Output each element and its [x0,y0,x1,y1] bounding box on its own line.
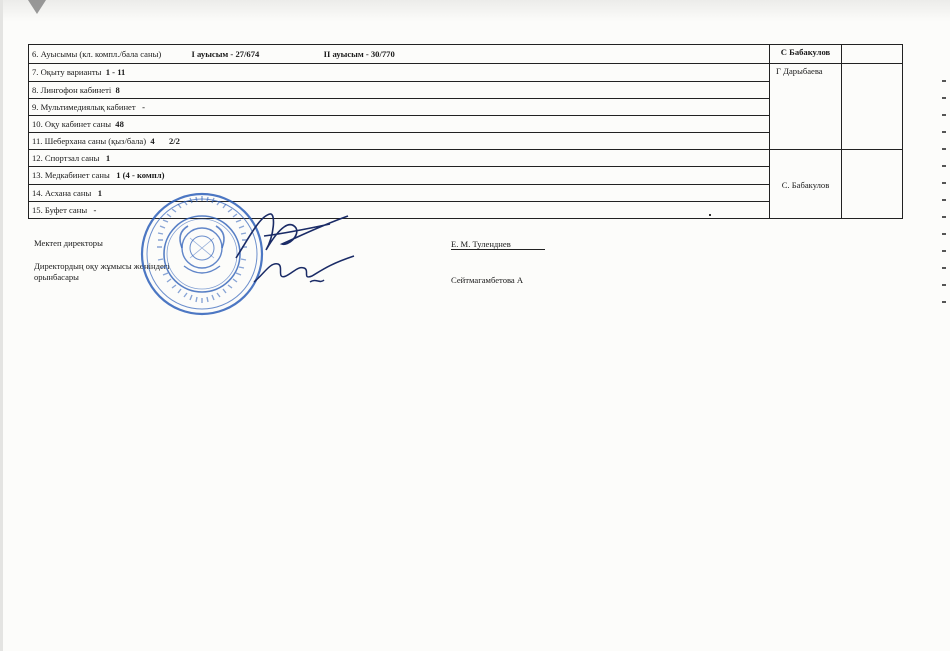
signature-scribble-icon [250,252,360,292]
row-cell [29,167,770,184]
row-label: 14. Асхана саны [32,187,92,198]
row-cell [29,45,770,64]
empty-cell [842,45,903,64]
empty-cell [842,150,903,219]
row-label: 15. Буфет саны [32,204,88,215]
row-cell [29,115,770,132]
row-label: 9. Мультимедиялық кабинет [32,101,136,112]
binding-marks [942,80,948,320]
row-cell [29,98,770,115]
responsible-name: С. Бабакулов [781,180,830,191]
row-value: 8 [115,84,120,95]
row-label: 10. Оқу кабинет саны [32,118,111,129]
row-label: 6. Ауысымы (кл. компл./бала саны) [32,49,162,60]
responsible-cell [770,45,842,64]
page-top-shadow [0,0,950,22]
director-title: Мектеп директоры [34,238,103,248]
table-row [29,150,903,167]
row-value: 1 - 11 [105,67,126,78]
responsible-name: Г Дарыбаева [776,66,823,77]
row-value: 1 (4 - компл) [116,170,165,181]
row-value: 1 [105,153,111,164]
deputy-name: Сейтмагамбетова А [451,275,524,285]
row-value: 2/2 [168,136,180,147]
row-label: 13. Медкабинет саны [32,170,110,181]
responsible-name: С Бабакулов [780,47,831,57]
responsible-cell [770,150,842,219]
corner-smudge [28,0,46,14]
table-row [29,64,903,81]
row-cell [29,150,770,167]
row-value: 48 [115,118,124,129]
row-label: 8. Лингофон кабинеті [32,84,112,95]
deputy-title-line2: орынбасары [34,272,79,282]
row-label: 7. Оқыту варианты [32,67,102,78]
director-name-text: Е. М. Туленднев [451,239,545,250]
page-left-edge [0,0,3,651]
ink-dot [709,214,711,216]
director-name [451,239,545,249]
table-row [29,45,903,64]
row-cell [29,133,770,150]
deputy-title-line1: Директордың оқу жұмысы жөніндегі [34,261,170,271]
row-cell [29,64,770,81]
row-value: - [93,204,97,215]
row-value: 4 [150,136,155,147]
row-label: 11. Шеберхана саны (қыз/бала) [32,136,147,147]
shift-two-value: II ауысым - 30/770 [323,49,395,60]
shift-one-value: I ауысым - 27/674 [191,49,260,60]
row-label: 12. Спортзал саны [32,153,100,164]
row-value: - [142,101,145,112]
empty-cell [842,64,903,150]
row-value: 1 [97,187,102,198]
row-cell [29,81,770,98]
responsible-cell [770,64,842,150]
